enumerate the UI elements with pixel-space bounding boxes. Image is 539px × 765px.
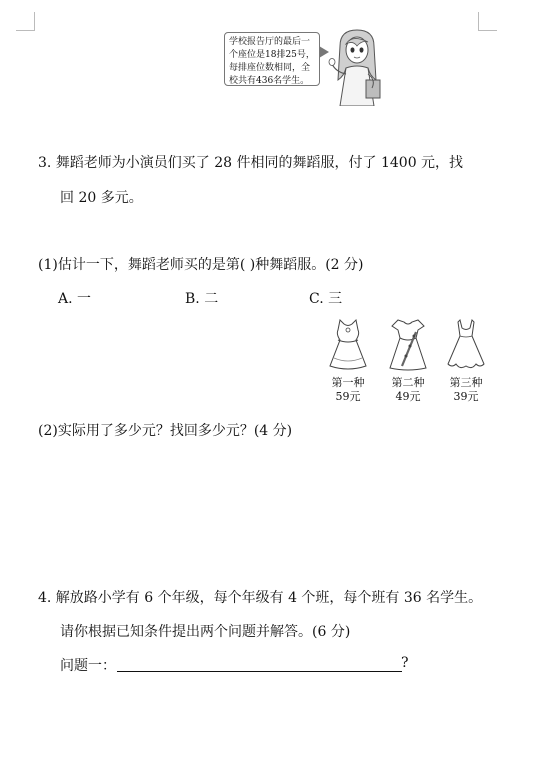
q3-stem-line-1: 3. 舞蹈老师为小演员们买了 28 件相同的舞蹈服，付了 1400 元，找	[38, 155, 464, 171]
dress-one-icon	[326, 318, 370, 372]
dress-two-price: 49元	[395, 390, 421, 403]
q3-part1: (1)估计一下，舞蹈老师买的是第( )种舞蹈服。(2 分)	[38, 257, 364, 273]
question-one-label: 问题一：	[60, 658, 116, 674]
dress-two-icon	[386, 318, 430, 372]
dress-three-label	[441, 376, 491, 404]
dress-one-price: 59元	[335, 390, 361, 403]
q4-stem-line-1: 4. 解放路小学有 6 个年级，每个年级有 4 个班，每个班有 36 名学生。	[38, 590, 483, 606]
speech-bubble	[224, 32, 320, 86]
crop-mark-top-right	[478, 12, 497, 31]
dress-one-label	[323, 376, 373, 404]
girl-illustration	[326, 28, 388, 106]
question-one-mark: ?	[401, 655, 409, 671]
option-a: A. 一	[58, 291, 92, 307]
dress-three-price: 39元	[453, 390, 479, 403]
dress-two-name: 第二种	[391, 376, 425, 389]
q3-stem-line-2: 回 20 多元。	[60, 190, 143, 206]
dress-one-name: 第一种	[331, 376, 365, 389]
bubble-line: 校共有436名学生。	[229, 76, 310, 86]
q4-stem-line-2: 请你根据已知条件提出两个问题并解答。(6 分)	[60, 624, 351, 640]
crop-mark-top-left	[16, 12, 35, 31]
bubble-line: 个座位是18排25号，	[229, 50, 315, 60]
option-c: C. 三	[309, 291, 343, 307]
dress-three-icon	[444, 318, 488, 372]
bubble-line: 每排座位数相同，全	[229, 63, 311, 73]
option-b: B. 二	[185, 291, 219, 307]
bubble-line: 学校报告厅的最后一	[229, 37, 311, 47]
dress-three-name: 第三种	[449, 376, 483, 389]
question-one-answer-line[interactable]	[117, 671, 402, 672]
q3-part2: (2)实际用了多少元？找回多少元？(4 分)	[38, 423, 293, 439]
dress-two-label	[383, 376, 433, 404]
